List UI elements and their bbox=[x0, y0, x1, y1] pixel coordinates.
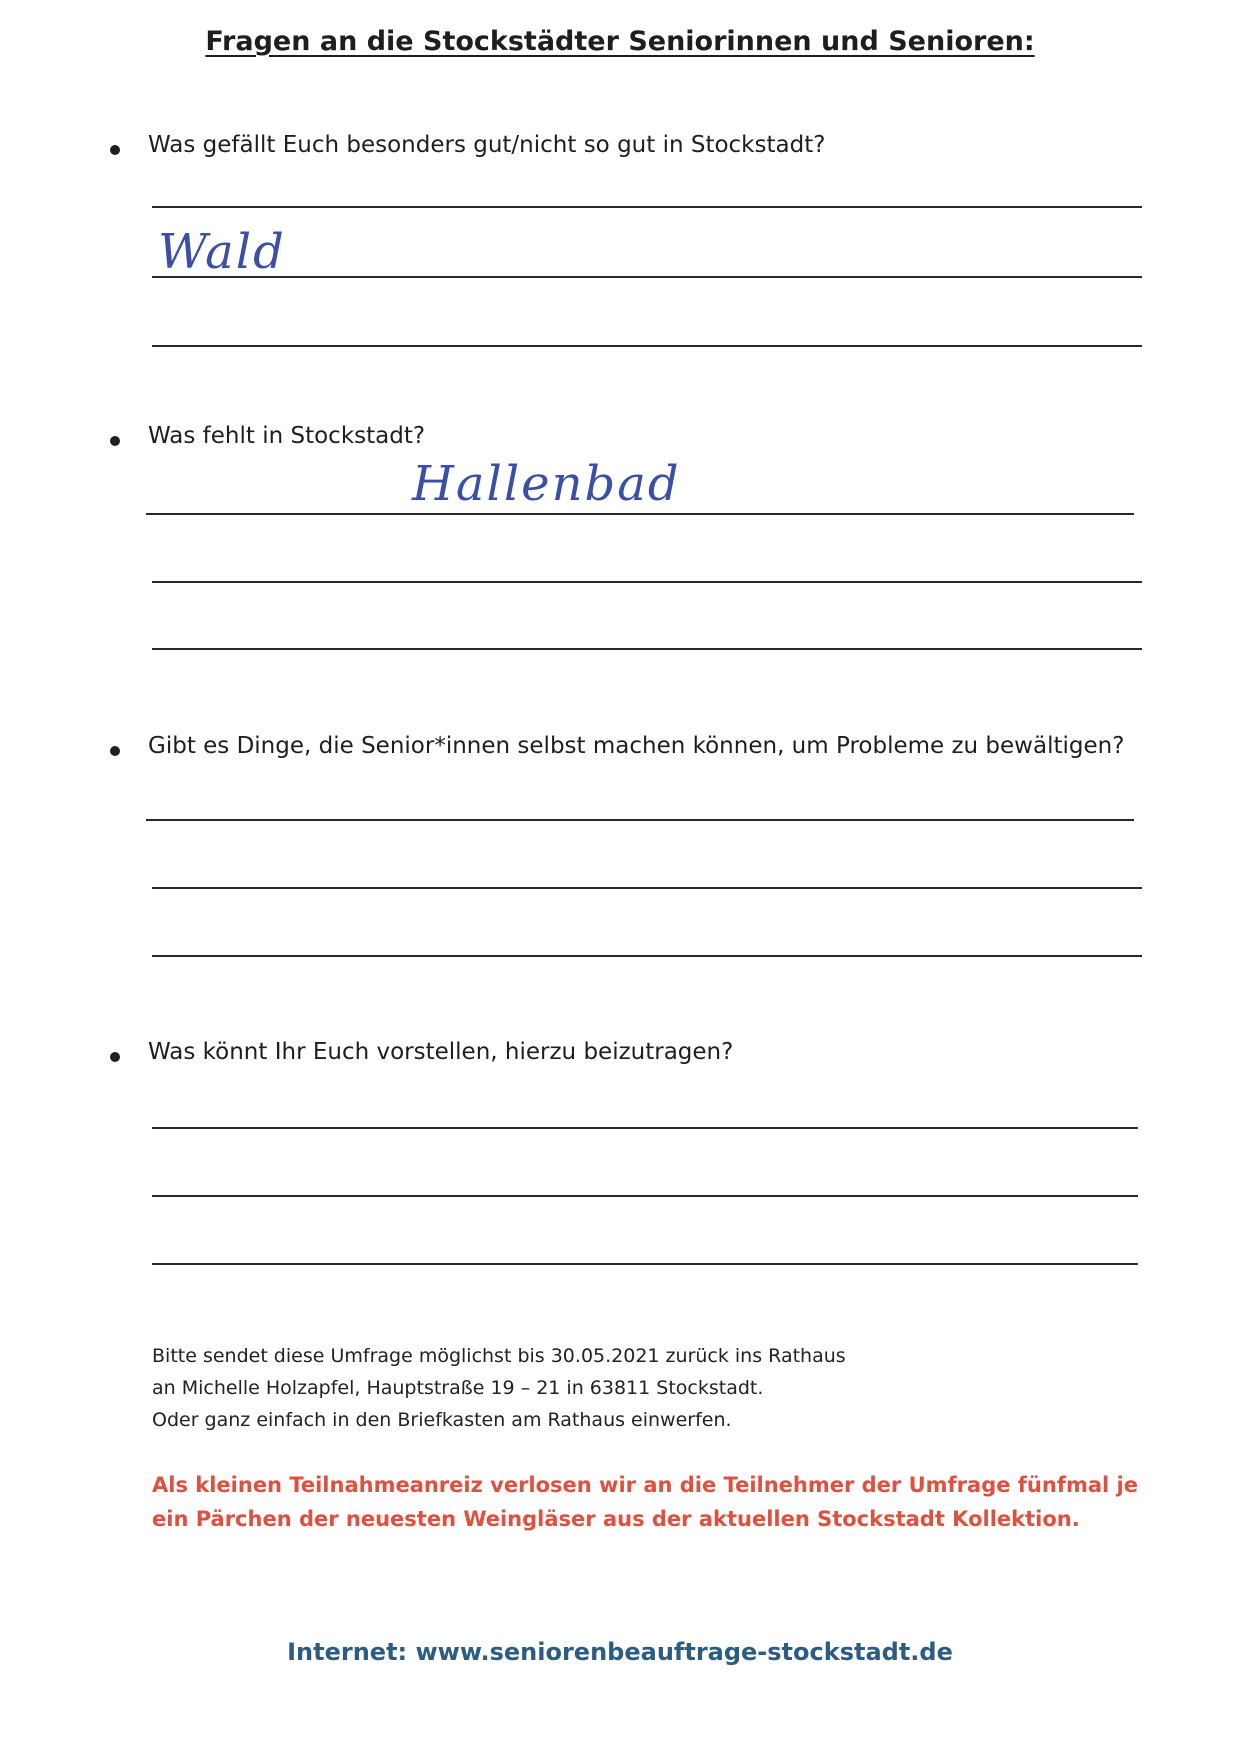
answer-line[interactable] bbox=[146, 819, 1134, 821]
bullet-icon bbox=[110, 746, 120, 756]
notice-line: Bitte sendet diese Umfrage möglichst bis 30.05.2021 zurück ins Rathaus bbox=[152, 1345, 846, 1367]
answer-line[interactable] bbox=[152, 206, 1142, 208]
incentive-line: ein Pärchen der neuesten Weingläser aus der aktuellen Stockstadt Kollektion. bbox=[152, 1507, 1080, 1531]
answer-line[interactable] bbox=[146, 513, 1134, 515]
answer-line[interactable] bbox=[152, 276, 1142, 278]
answer-line[interactable] bbox=[152, 955, 1142, 957]
bullet-icon bbox=[110, 1052, 120, 1062]
bullet-icon bbox=[110, 145, 120, 155]
incentive-line: Als kleinen Teilnahmeanreiz verlosen wir an die Teilnehmer der Umfrage fünfmal je bbox=[152, 1473, 1138, 1497]
question-text: Gibt es Dinge, die Senior*innen selbst machen können, um Probleme zu bewältigen? bbox=[148, 733, 1125, 759]
page-title: Fragen an die Stockstädter Seniorinnen und Senioren: bbox=[205, 26, 1035, 57]
incentive-note bbox=[152, 1468, 1138, 1536]
answer-line[interactable] bbox=[152, 1195, 1138, 1197]
notice-line: an Michelle Holzapfel, Hauptstraße 19 – 21 in 63811 Stockstadt. bbox=[152, 1377, 764, 1399]
question-text: Was fehlt in Stockstadt? bbox=[148, 423, 426, 449]
answer-line[interactable] bbox=[152, 648, 1142, 650]
answer-line[interactable] bbox=[152, 1127, 1138, 1129]
bullet-icon bbox=[110, 436, 120, 446]
website-link[interactable]: Internet: www.seniorenbeauftrage-stockstadt.de bbox=[287, 1638, 953, 1666]
notice-line: Oder ganz einfach in den Briefkasten am Rathaus einwerfen. bbox=[152, 1409, 732, 1431]
handwritten-answer: Wald bbox=[158, 224, 286, 280]
question-text: Was gefällt Euch besonders gut/nicht so gut in Stockstadt? bbox=[148, 132, 826, 158]
answer-line[interactable] bbox=[152, 1263, 1138, 1265]
return-instructions bbox=[152, 1340, 846, 1436]
question-text: Was könnt Ihr Euch vorstellen, hierzu beizutragen? bbox=[148, 1039, 734, 1065]
answer-line[interactable] bbox=[152, 345, 1142, 347]
answer-line[interactable] bbox=[152, 581, 1142, 583]
handwritten-answer: Hallenbad bbox=[412, 456, 681, 512]
answer-line[interactable] bbox=[152, 887, 1142, 889]
